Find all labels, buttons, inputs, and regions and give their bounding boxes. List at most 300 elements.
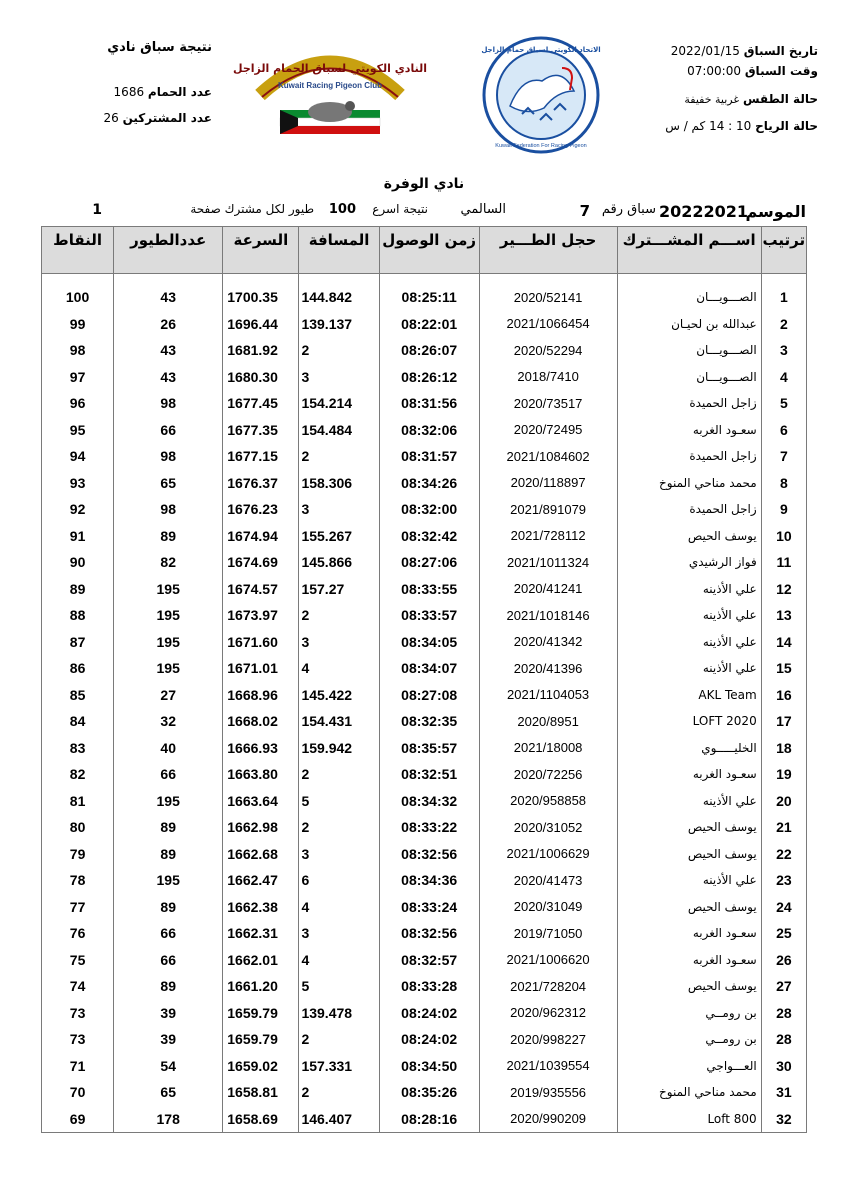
cell-name: علي الأذينه [617, 655, 761, 682]
table-row [42, 708, 807, 735]
table-row [42, 841, 807, 868]
table-row [42, 496, 807, 523]
cell-name: الصـــويـــان [617, 284, 761, 311]
cell-pts: 92 [42, 496, 114, 523]
cell-time: 08:35:26 [379, 1079, 479, 1106]
cell-time: 08:32:56 [379, 841, 479, 868]
cell-ring: 2020/41473 [479, 867, 617, 894]
cell-time: 08:34:07 [379, 655, 479, 682]
cell-speed: 1663.80 [223, 761, 299, 788]
cell-birds: 26 [114, 311, 223, 338]
cell-time: 08:26:07 [379, 337, 479, 364]
cell-rank: 31 [761, 1079, 806, 1106]
cell-pts: 87 [42, 629, 114, 656]
pigeons-count-line [92, 85, 212, 99]
cell-name: بن رومــي [617, 1026, 761, 1053]
cell-pts: 95 [42, 417, 114, 444]
cell-pts: 91 [42, 523, 114, 550]
cell-speed: 1674.69 [223, 549, 299, 576]
cell-dist: 5 [299, 973, 379, 1000]
weather-value: غربية خفيفة [684, 93, 740, 106]
cell-birds: 39 [114, 1026, 223, 1053]
cell-speed: 1662.68 [223, 841, 299, 868]
cell-ring: 2021/891079 [479, 496, 617, 523]
table-row [42, 337, 807, 364]
cell-rank: 13 [761, 602, 806, 629]
cell-time: 08:33:28 [379, 973, 479, 1000]
cell-birds: 40 [114, 735, 223, 762]
table-row [42, 1026, 807, 1053]
cell-rank: 28 [761, 1026, 806, 1053]
cell-birds: 195 [114, 655, 223, 682]
cell-birds: 54 [114, 1053, 223, 1080]
pigeons-label: عدد الحمام [147, 85, 212, 99]
table-row [42, 549, 807, 576]
federation-logo [482, 36, 600, 154]
cell-rank: 14 [761, 629, 806, 656]
cell-birds: 65 [114, 470, 223, 497]
participants-count-line [92, 111, 212, 125]
table-row [42, 523, 807, 550]
cell-pts: 90 [42, 549, 114, 576]
cell-rank: 2 [761, 311, 806, 338]
cell-birds: 98 [114, 496, 223, 523]
cell-dist: 4 [299, 947, 379, 974]
cell-time: 08:34:26 [379, 470, 479, 497]
cell-rank: 16 [761, 682, 806, 709]
race-time-label: وقت السباق [744, 64, 818, 78]
cell-birds: 66 [114, 417, 223, 444]
cell-rank: 7 [761, 443, 806, 470]
table-row [42, 602, 807, 629]
cell-pts: 89 [42, 576, 114, 603]
cell-pts: 78 [42, 867, 114, 894]
cell-ring: 2020/118897 [479, 470, 617, 497]
results-table [41, 226, 807, 1133]
cell-rank: 28 [761, 1000, 806, 1027]
cell-speed: 1700.35 [223, 284, 299, 311]
cell-time: 08:27:08 [379, 682, 479, 709]
cell-birds: 43 [114, 364, 223, 391]
cell-dist: 146.407 [299, 1106, 379, 1133]
cell-pts: 80 [42, 814, 114, 841]
cell-name: علي الأذينه [617, 788, 761, 815]
cell-speed: 1676.37 [223, 470, 299, 497]
cell-time: 08:25:11 [379, 284, 479, 311]
table-row [42, 576, 807, 603]
cell-pts: 79 [42, 841, 114, 868]
cell-time: 08:28:16 [379, 1106, 479, 1133]
cell-name: علي الأذينه [617, 629, 761, 656]
cell-birds: 195 [114, 629, 223, 656]
col-arrival: زمن الوصول [379, 227, 479, 274]
table-row [42, 1000, 807, 1027]
cell-dist: 157.331 [299, 1053, 379, 1080]
cell-ring: 2020/31049 [479, 894, 617, 921]
cell-speed: 1677.35 [223, 417, 299, 444]
cell-name: علي الأذينه [617, 576, 761, 603]
cell-birds: 98 [114, 443, 223, 470]
cell-name: يوسف الحيص [617, 814, 761, 841]
pigeons-count: 1686 [113, 85, 145, 99]
season-label: الموسم [745, 202, 806, 221]
cell-rank: 23 [761, 867, 806, 894]
cell-dist: 139.137 [299, 311, 379, 338]
cell-pts: 93 [42, 470, 114, 497]
cell-ring: 2020/41396 [479, 655, 617, 682]
cell-time: 08:33:57 [379, 602, 479, 629]
cell-pts: 69 [42, 1106, 114, 1133]
table-row [42, 470, 807, 497]
cell-time: 08:32:06 [379, 417, 479, 444]
table-row [42, 390, 807, 417]
cell-dist: 144.842 [299, 284, 379, 311]
cell-rank: 20 [761, 788, 806, 815]
cell-birds: 39 [114, 1000, 223, 1027]
cell-birds: 66 [114, 761, 223, 788]
cell-ring: 2020/990209 [479, 1106, 617, 1133]
cell-dist: 3 [299, 629, 379, 656]
club-logo [233, 40, 427, 140]
cell-birds: 89 [114, 894, 223, 921]
cell-ring: 2020/41241 [479, 576, 617, 603]
table-row [42, 973, 807, 1000]
cell-dist: 2 [299, 337, 379, 364]
cell-name: علي الأذينه [617, 602, 761, 629]
cell-dist: 3 [299, 364, 379, 391]
cell-speed: 1671.01 [223, 655, 299, 682]
cell-birds: 195 [114, 867, 223, 894]
table-row [42, 284, 807, 311]
table-row [42, 761, 807, 788]
cell-pts: 85 [42, 682, 114, 709]
cell-rank: 6 [761, 417, 806, 444]
result-title: نتيجة سباق نادي [107, 40, 212, 55]
wind-line [618, 113, 818, 139]
table-row [42, 1053, 807, 1080]
cell-dist: 4 [299, 655, 379, 682]
cell-speed: 1673.97 [223, 602, 299, 629]
wind-label: حالة الرياح [755, 119, 818, 133]
cell-birds: 89 [114, 973, 223, 1000]
cell-rank: 1 [761, 284, 806, 311]
table-row [42, 788, 807, 815]
cell-pts: 94 [42, 443, 114, 470]
cell-speed: 1668.96 [223, 682, 299, 709]
col-ring: حجل الطـــير [479, 227, 617, 274]
wind-value: 10 : 14 كم / س [665, 119, 752, 133]
cell-pts: 73 [42, 1000, 114, 1027]
cell-time: 08:33:22 [379, 814, 479, 841]
col-participant: اســـم المشـــترك [617, 227, 761, 274]
cell-dist: 2 [299, 1026, 379, 1053]
cell-name: العـــواجي [617, 1053, 761, 1080]
cell-name: زاجل الحميدة [617, 496, 761, 523]
cell-birds: 178 [114, 1106, 223, 1133]
cell-speed: 1658.69 [223, 1106, 299, 1133]
table-row [42, 920, 807, 947]
fastest-label: نتيجة اسرع [372, 202, 428, 216]
cell-ring: 2021/1066454 [479, 311, 617, 338]
cell-rank: 8 [761, 470, 806, 497]
cell-time: 08:32:51 [379, 761, 479, 788]
table-row [42, 814, 807, 841]
cell-birds: 32 [114, 708, 223, 735]
cell-time: 08:32:35 [379, 708, 479, 735]
cell-name: يوسف الحيص [617, 841, 761, 868]
cell-birds: 43 [114, 337, 223, 364]
race-info-block [618, 38, 818, 139]
cell-rank: 9 [761, 496, 806, 523]
table-header-row [42, 227, 807, 274]
cell-name: محمد مناحي المنوخ [617, 1079, 761, 1106]
table-row [42, 1079, 807, 1106]
cell-speed: 1658.81 [223, 1079, 299, 1106]
cell-pts: 97 [42, 364, 114, 391]
club-logo-arabic: النادي الكويتي لسباق الحمام الزاجل [233, 62, 427, 75]
cell-ring: 2021/1006620 [479, 947, 617, 974]
participants-count: 26 [103, 111, 119, 125]
club-name: نادي الوفرة [383, 176, 465, 192]
cell-name: يوسف الحيص [617, 523, 761, 550]
cell-ring: 2021/1018146 [479, 602, 617, 629]
cell-speed: 1674.57 [223, 576, 299, 603]
season-value: 20222021 [658, 202, 748, 221]
federation-logo-english: Kuwait Federation For Racing Pigeon [495, 143, 587, 149]
cell-speed: 1674.94 [223, 523, 299, 550]
cell-dist: 155.267 [299, 523, 379, 550]
cell-rank: 5 [761, 390, 806, 417]
table-row [42, 735, 807, 762]
cell-dist: 157.27 [299, 576, 379, 603]
cell-time: 08:32:00 [379, 496, 479, 523]
table-row [42, 655, 807, 682]
cell-name: محمد مناحي المنوخ [617, 470, 761, 497]
cell-dist: 2 [299, 761, 379, 788]
cell-pts: 84 [42, 708, 114, 735]
cell-pts: 73 [42, 1026, 114, 1053]
cell-time: 08:35:57 [379, 735, 479, 762]
cell-ring: 2021/1084602 [479, 443, 617, 470]
participants-label: عدد المشتركين [122, 111, 212, 125]
cell-speed: 1659.79 [223, 1000, 299, 1027]
cell-dist: 145.422 [299, 682, 379, 709]
cell-dist: 5 [299, 788, 379, 815]
cell-rank: 24 [761, 894, 806, 921]
cell-dist: 3 [299, 920, 379, 947]
cell-time: 08:32:42 [379, 523, 479, 550]
race-details-bar [42, 202, 806, 224]
col-birds: عددالطيور [114, 227, 223, 274]
cell-speed: 1662.38 [223, 894, 299, 921]
cell-speed: 1696.44 [223, 311, 299, 338]
cell-rank: 12 [761, 576, 806, 603]
cell-name: الصـــويـــان [617, 364, 761, 391]
col-points: النقاط [42, 227, 114, 274]
cell-time: 08:34:32 [379, 788, 479, 815]
table-row [42, 894, 807, 921]
cell-dist: 3 [299, 496, 379, 523]
cell-rank: 15 [761, 655, 806, 682]
cell-birds: 195 [114, 576, 223, 603]
cell-pts: 81 [42, 788, 114, 815]
cell-name: سعـود الغربه [617, 920, 761, 947]
cell-pts: 100 [42, 284, 114, 311]
cell-birds: 195 [114, 788, 223, 815]
cell-name: سعـود الغربه [617, 947, 761, 974]
cell-speed: 1662.01 [223, 947, 299, 974]
cell-pts: 75 [42, 947, 114, 974]
cell-dist: 159.942 [299, 735, 379, 762]
cell-pts: 70 [42, 1079, 114, 1106]
cell-time: 08:34:50 [379, 1053, 479, 1080]
cell-speed: 1676.23 [223, 496, 299, 523]
race-time: 07:00:00 [687, 64, 741, 78]
cell-time: 08:32:56 [379, 920, 479, 947]
cell-ring: 2020/72256 [479, 761, 617, 788]
per-participant-label: طيور لكل مشترك صفحة [190, 202, 314, 216]
weather-label: حالة الطقس [742, 92, 818, 106]
cell-ring: 2021/1006629 [479, 841, 617, 868]
race-time-line [618, 58, 818, 84]
cell-time: 08:33:24 [379, 894, 479, 921]
cell-name: AKL Team [617, 682, 761, 709]
race-date: 2022/01/15 [670, 44, 740, 58]
spacer-row [42, 274, 807, 285]
cell-name: الصـــويـــان [617, 337, 761, 364]
cell-pts: 99 [42, 311, 114, 338]
cell-rank: 27 [761, 973, 806, 1000]
cell-speed: 1681.92 [223, 337, 299, 364]
cell-ring: 2021/728204 [479, 973, 617, 1000]
page-number: 1 [92, 202, 102, 218]
cell-speed: 1663.64 [223, 788, 299, 815]
cell-name: بن رومــي [617, 1000, 761, 1027]
cell-speed: 1659.79 [223, 1026, 299, 1053]
cell-birds: 65 [114, 1079, 223, 1106]
cell-rank: 30 [761, 1053, 806, 1080]
table-row [42, 947, 807, 974]
cell-name: زاجل الحميدة [617, 390, 761, 417]
table-row [42, 417, 807, 444]
cell-birds: 89 [114, 523, 223, 550]
cell-dist: 154.431 [299, 708, 379, 735]
cell-pts: 76 [42, 920, 114, 947]
cell-rank: 17 [761, 708, 806, 735]
cell-speed: 1680.30 [223, 364, 299, 391]
cell-name: يوسف الحيص [617, 894, 761, 921]
cell-dist: 145.866 [299, 549, 379, 576]
summary-block [92, 40, 212, 137]
cell-pts: 71 [42, 1053, 114, 1080]
cell-dist: 154.214 [299, 390, 379, 417]
cell-pts: 98 [42, 337, 114, 364]
cell-speed: 1671.60 [223, 629, 299, 656]
cell-ring: 2020/31052 [479, 814, 617, 841]
table-row [42, 682, 807, 709]
cell-dist: 6 [299, 867, 379, 894]
cell-speed: 1662.31 [223, 920, 299, 947]
cell-pts: 86 [42, 655, 114, 682]
cell-speed: 1668.02 [223, 708, 299, 735]
cell-speed: 1677.15 [223, 443, 299, 470]
cell-speed: 1677.45 [223, 390, 299, 417]
cell-birds: 89 [114, 841, 223, 868]
cell-rank: 3 [761, 337, 806, 364]
cell-rank: 22 [761, 841, 806, 868]
cell-time: 08:22:01 [379, 311, 479, 338]
cell-ring: 2021/18008 [479, 735, 617, 762]
table-row [42, 867, 807, 894]
cell-time: 08:24:02 [379, 1000, 479, 1027]
cell-ring: 2021/1039554 [479, 1053, 617, 1080]
cell-dist: 3 [299, 841, 379, 868]
cell-rank: 26 [761, 947, 806, 974]
cell-speed: 1659.02 [223, 1053, 299, 1080]
table-row [42, 1106, 807, 1133]
cell-dist: 139.478 [299, 1000, 379, 1027]
club-logo-english: Kuwait Racing Pigeon Club [277, 81, 383, 90]
cell-rank: 10 [761, 523, 806, 550]
cell-name: فواز الرشيدي [617, 549, 761, 576]
cell-time: 08:32:57 [379, 947, 479, 974]
col-speed: السرعة [223, 227, 299, 274]
cell-dist: 158.306 [299, 470, 379, 497]
table-row [42, 311, 807, 338]
cell-rank: 25 [761, 920, 806, 947]
cell-rank: 18 [761, 735, 806, 762]
cell-ring: 2020/962312 [479, 1000, 617, 1027]
cell-time: 08:27:06 [379, 549, 479, 576]
cell-birds: 195 [114, 602, 223, 629]
col-distance: المسافة [299, 227, 379, 274]
table-row [42, 443, 807, 470]
cell-name: LOFT 2020 [617, 708, 761, 735]
cell-name: علي الأذينه [617, 867, 761, 894]
cell-birds: 66 [114, 947, 223, 974]
race-number-label: سباق رقم [601, 202, 656, 217]
cell-birds: 66 [114, 920, 223, 947]
federation-logo-arabic: الاتحاد الكويتي لسباق حمام الزاجل [481, 46, 601, 54]
fastest-count: 100 [328, 202, 356, 217]
cell-dist: 2 [299, 814, 379, 841]
cell-dist: 4 [299, 894, 379, 921]
cell-time: 08:31:57 [379, 443, 479, 470]
weather-line [618, 86, 818, 113]
cell-pts: 82 [42, 761, 114, 788]
cell-time: 08:26:12 [379, 364, 479, 391]
cell-birds: 82 [114, 549, 223, 576]
cell-ring: 2020/52141 [479, 284, 617, 311]
cell-birds: 89 [114, 814, 223, 841]
cell-name: سعـود الغربه [617, 761, 761, 788]
cell-name: Loft 800 [617, 1106, 761, 1133]
cell-pts: 88 [42, 602, 114, 629]
cell-birds: 98 [114, 390, 223, 417]
cell-name: زاجل الحميدة [617, 443, 761, 470]
cell-ring: 2020/998227 [479, 1026, 617, 1053]
cell-speed: 1662.47 [223, 867, 299, 894]
cell-rank: 11 [761, 549, 806, 576]
cell-ring: 2020/8951 [479, 708, 617, 735]
cell-time: 08:34:36 [379, 867, 479, 894]
cell-pts: 77 [42, 894, 114, 921]
cell-pts: 74 [42, 973, 114, 1000]
cell-ring: 2018/7410 [479, 364, 617, 391]
cell-ring: 2020/52294 [479, 337, 617, 364]
race-number: 7 [579, 202, 590, 220]
cell-ring: 2019/935556 [479, 1079, 617, 1106]
